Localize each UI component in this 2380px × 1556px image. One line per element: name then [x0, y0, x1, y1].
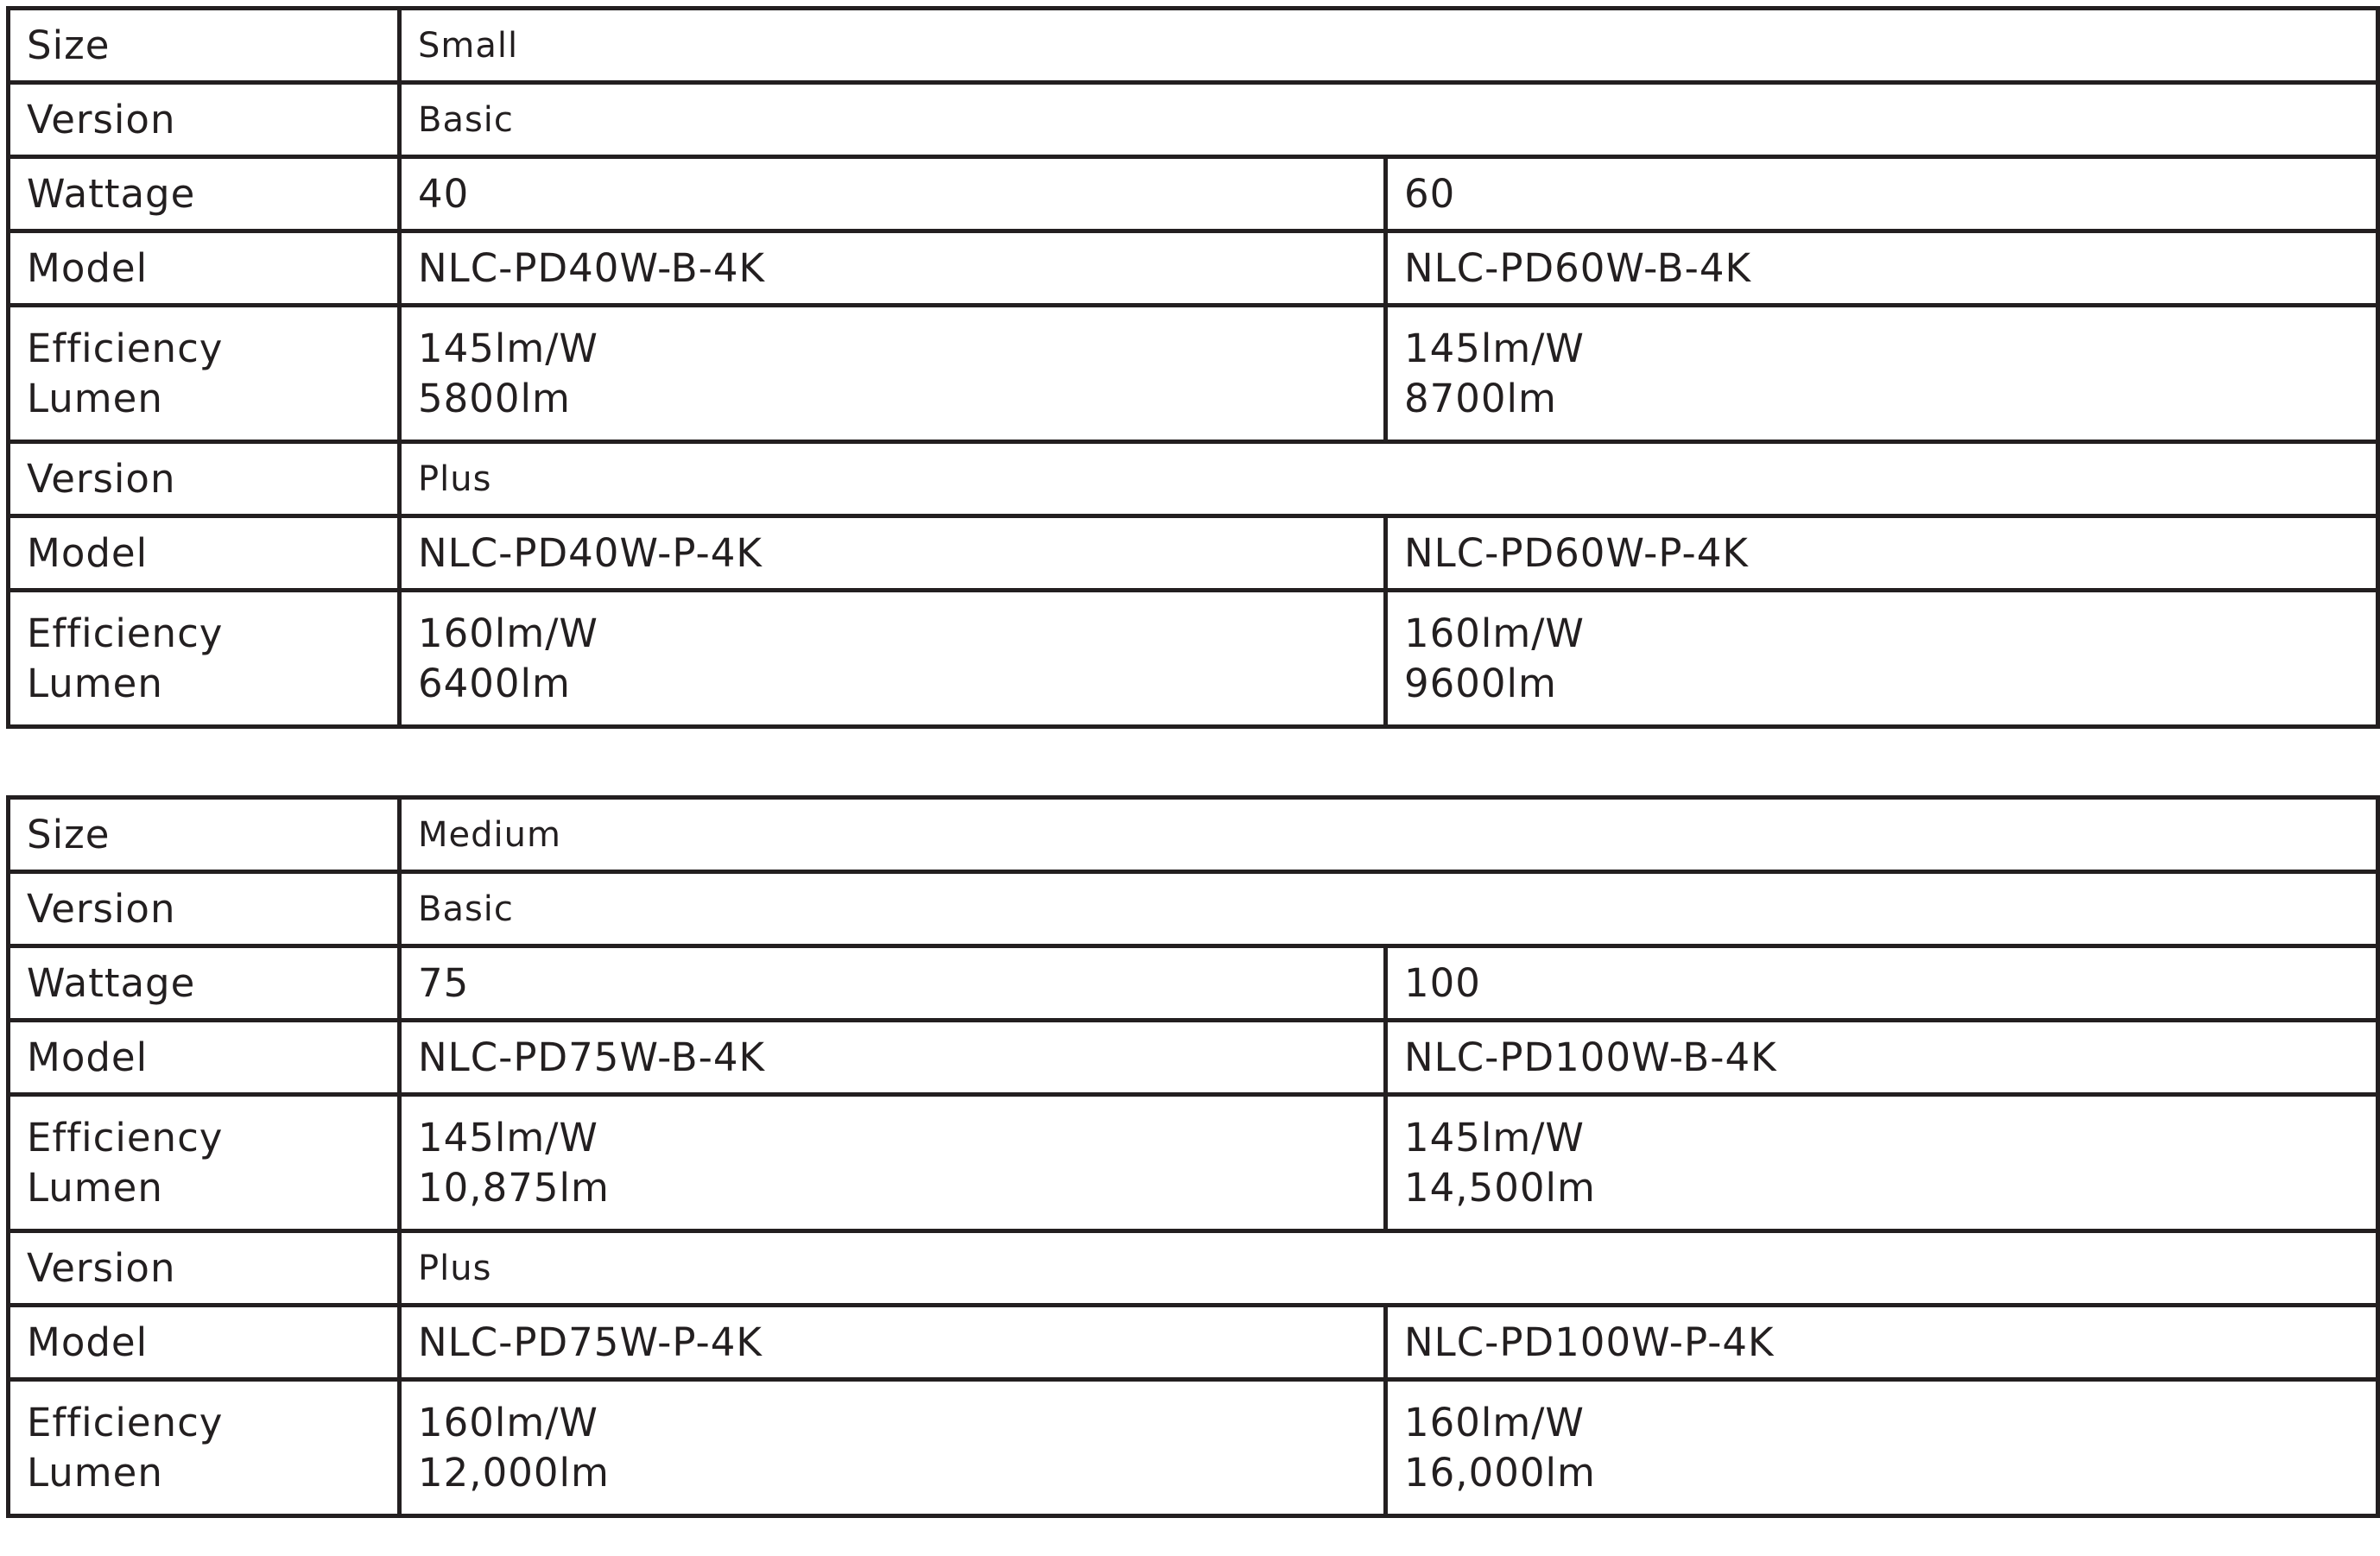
lumen-label: Lumen [27, 1164, 163, 1211]
efficiency-value: 145lm/W [418, 1114, 598, 1161]
efficiency-lumen-label [9, 1380, 400, 1516]
spec-table-medium [6, 795, 2380, 1518]
lumen-value: 6400lm [418, 660, 571, 706]
efficiency-value: 145lm/W [1404, 1114, 1585, 1161]
efficiency-lumen-row-plus [9, 591, 2378, 727]
wattage-row [9, 946, 2378, 1021]
efficiency-lumen-row-basic [9, 1095, 2378, 1231]
efficiency-lumen-value [1386, 1380, 2378, 1516]
model-value: NLC-PD40W-B-4K [400, 231, 1386, 306]
version-row-basic [9, 872, 2378, 946]
model-label: Model [9, 516, 400, 591]
wattage-value: 100 [1386, 946, 2378, 1021]
efficiency-lumen-label [9, 306, 400, 442]
model-value: NLC-PD60W-P-4K [1386, 516, 2378, 591]
version-row-plus [9, 1231, 2378, 1306]
lumen-value: 8700lm [1404, 375, 1557, 421]
spec-table-small [6, 6, 2380, 729]
lumen-value: 10,875lm [418, 1164, 610, 1211]
size-label: Size [9, 798, 400, 872]
model-label: Model [9, 1306, 400, 1380]
model-row-basic [9, 231, 2378, 306]
lumen-value: 5800lm [418, 375, 571, 421]
version-value: Plus [400, 1231, 2378, 1306]
version-value: Basic [400, 872, 2378, 946]
model-value: NLC-PD75W-P-4K [400, 1306, 1386, 1380]
model-value: NLC-PD100W-B-4K [1386, 1021, 2378, 1095]
efficiency-lumen-label [9, 1095, 400, 1231]
efficiency-label: Efficiency [27, 610, 224, 656]
efficiency-label: Efficiency [27, 1114, 224, 1161]
wattage-label: Wattage [9, 157, 400, 231]
efficiency-value: 160lm/W [1404, 610, 1585, 656]
efficiency-lumen-label [9, 591, 400, 727]
version-value: Plus [400, 442, 2378, 516]
model-value: NLC-PD75W-B-4K [400, 1021, 1386, 1095]
efficiency-lumen-value [400, 591, 1386, 727]
lumen-value: 14,500lm [1404, 1164, 1596, 1211]
version-label: Version [9, 1231, 400, 1306]
size-row [9, 798, 2378, 872]
model-value: NLC-PD40W-P-4K [400, 516, 1386, 591]
model-row-plus [9, 1306, 2378, 1380]
model-value: NLC-PD100W-P-4K [1386, 1306, 2378, 1380]
lumen-value: 16,000lm [1404, 1449, 1596, 1496]
version-label: Version [9, 442, 400, 516]
wattage-value: 40 [400, 157, 1386, 231]
efficiency-label: Efficiency [27, 325, 224, 371]
efficiency-value: 145lm/W [418, 325, 598, 371]
efficiency-lumen-value [1386, 306, 2378, 442]
size-label: Size [9, 9, 400, 83]
model-row-basic [9, 1021, 2378, 1095]
version-label: Version [9, 872, 400, 946]
version-label: Version [9, 83, 400, 157]
efficiency-value: 160lm/W [418, 610, 598, 656]
wattage-label: Wattage [9, 946, 400, 1021]
model-label: Model [9, 231, 400, 306]
efficiency-label: Efficiency [27, 1399, 224, 1445]
model-label: Model [9, 1021, 400, 1095]
wattage-value: 60 [1386, 157, 2378, 231]
wattage-value: 75 [400, 946, 1386, 1021]
model-row-plus [9, 516, 2378, 591]
lumen-value: 12,000lm [418, 1449, 610, 1496]
lumen-label: Lumen [27, 660, 163, 706]
model-value: NLC-PD60W-B-4K [1386, 231, 2378, 306]
lumen-label: Lumen [27, 1449, 163, 1496]
efficiency-value: 160lm/W [1404, 1399, 1585, 1445]
efficiency-lumen-row-basic [9, 306, 2378, 442]
size-row [9, 9, 2378, 83]
wattage-row [9, 157, 2378, 231]
version-value: Basic [400, 83, 2378, 157]
efficiency-lumen-value [400, 1380, 1386, 1516]
version-row-basic [9, 83, 2378, 157]
size-value: Small [400, 9, 2378, 83]
lumen-label: Lumen [27, 375, 163, 421]
efficiency-lumen-value [400, 1095, 1386, 1231]
efficiency-lumen-row-plus [9, 1380, 2378, 1516]
efficiency-value: 160lm/W [418, 1399, 598, 1445]
efficiency-lumen-value [1386, 1095, 2378, 1231]
size-value: Medium [400, 798, 2378, 872]
efficiency-value: 145lm/W [1404, 325, 1585, 371]
efficiency-lumen-value [1386, 591, 2378, 727]
efficiency-lumen-value [400, 306, 1386, 442]
lumen-value: 9600lm [1404, 660, 1557, 706]
version-row-plus [9, 442, 2378, 516]
